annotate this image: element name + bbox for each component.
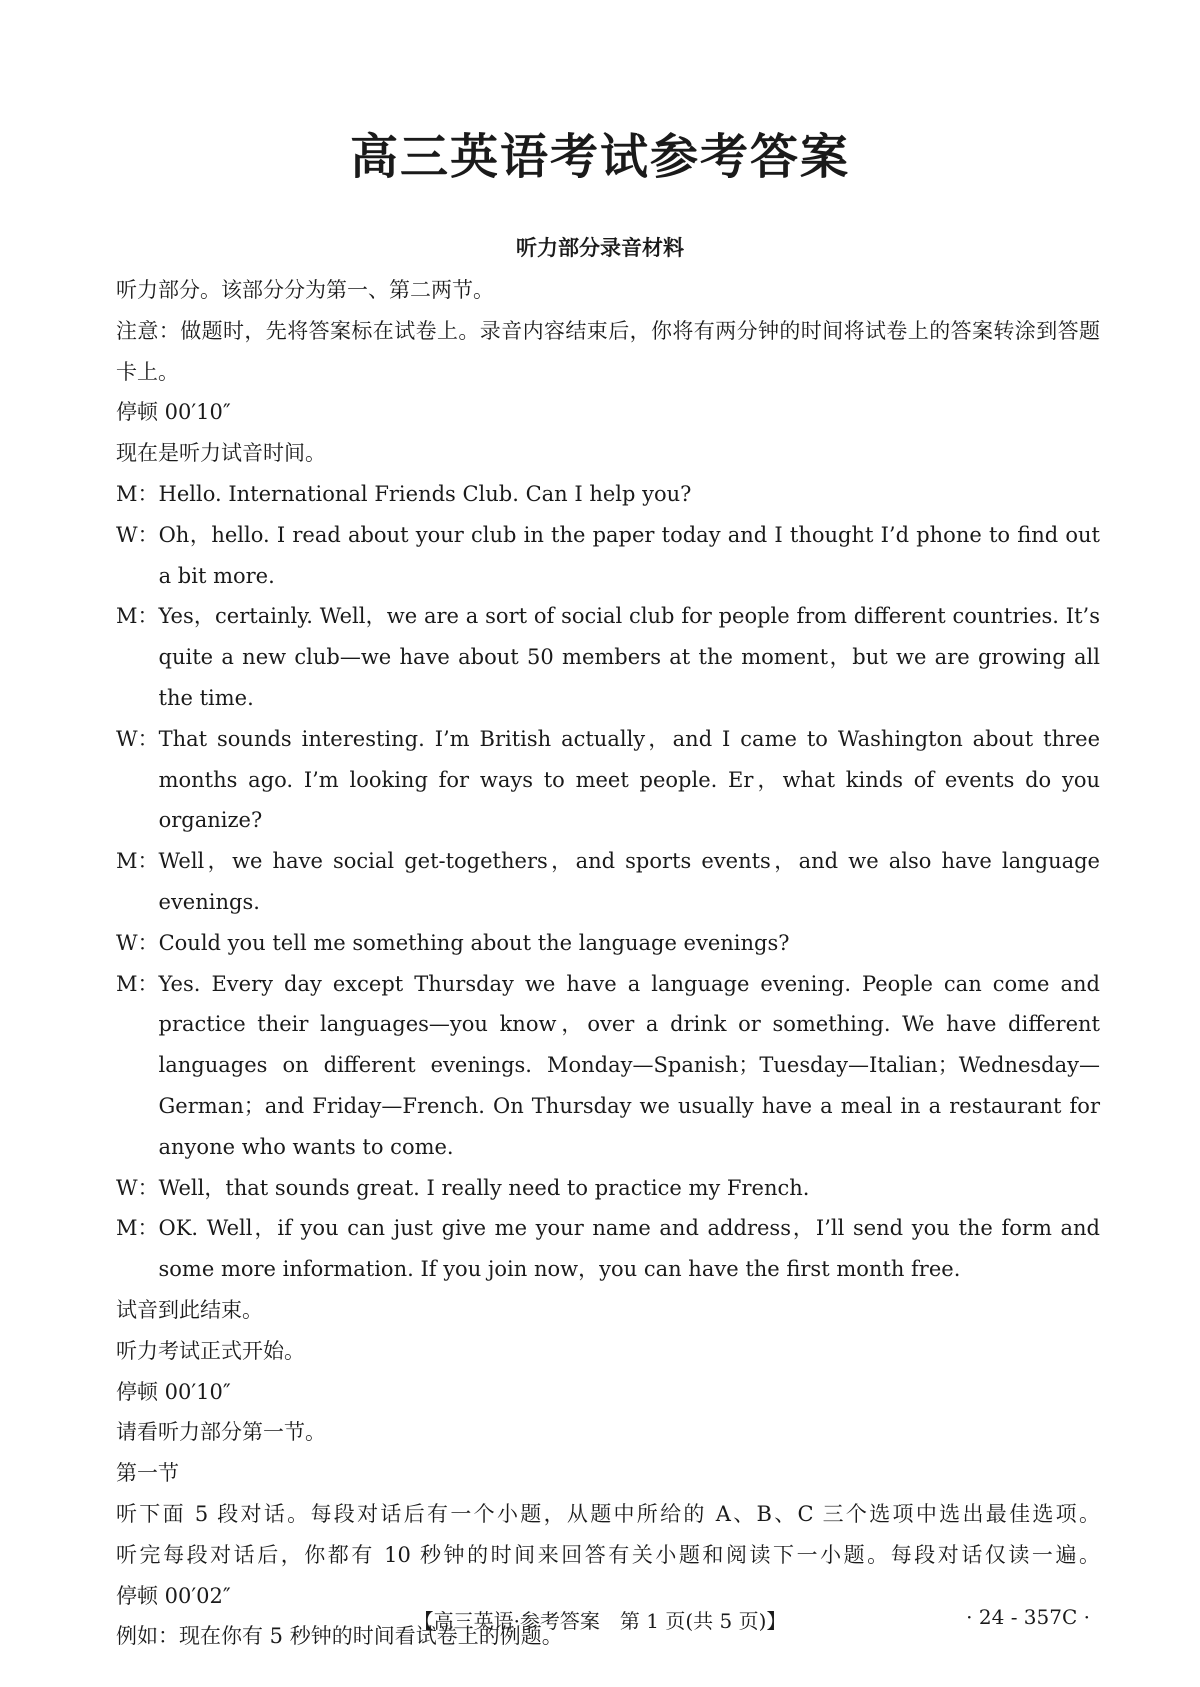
dialogue-turn	[116, 841, 1100, 923]
dialogue-turn	[116, 474, 1100, 515]
dialogue-text: Yes，certainly. Well，we are a sort of social club for people from different countries. It’s quite a new club—we have about 50 members at the moment，but we are growing all the time.	[158, 604, 1100, 710]
intro-line: 听力部分。该部分分为第一、第二两节。	[116, 278, 494, 302]
outro-line: 听力考试正式开始。	[116, 1338, 305, 1363]
outro-line: 试音到此结束。	[116, 1297, 263, 1322]
dialogue-text: Hello. International Friends Club. Can I help you?	[158, 481, 692, 506]
instruction-line: 例如：现在你有 5 秒钟的时间看试卷上的例题。	[116, 1624, 563, 1649]
speaker-label: W：	[116, 1175, 159, 1200]
dialogue-turn	[116, 596, 1100, 718]
dialogue-turn	[116, 515, 1100, 597]
speaker-label: W：	[116, 522, 159, 547]
pause-marker: 停顿 00′10″	[116, 1379, 231, 1404]
dialogue-turn	[116, 1208, 1100, 1290]
speaker-label: W：	[116, 930, 159, 955]
dialogue-text: Oh，hello. I read about your club in the paper today and I thought I’d phone to find out a bit more.	[158, 522, 1100, 588]
dialogue-text: That sounds interesting. I’m British actually，and I came to Washington about three months ago. I’m looking for ways to meet people. Er，what kinds of events do you organize?	[158, 726, 1100, 833]
section-heading: 第一节	[116, 1461, 179, 1486]
speaker-label: M：	[116, 481, 159, 506]
speaker-label: W：	[116, 726, 159, 751]
speaker-label: M：	[116, 604, 159, 629]
pause-marker: 停顿 00′10″	[116, 400, 231, 425]
dialogue-turn	[116, 1168, 1100, 1209]
page-footer	[0, 1605, 1200, 1635]
transcript-body	[116, 270, 1100, 1657]
dialogue-turn	[116, 923, 1100, 964]
intro-line: 注意：做题时，先将答案标在试卷上。录音内容结束后，你将有两分钟的时间将试卷上的答案转涂到答题卡上。	[116, 318, 1100, 384]
instruction-line: 听下面 5 段对话。每段对话后有一个小题，从题中所给的 A、B、C 三个选项中选出最佳选项。	[116, 1501, 1100, 1526]
dialogue-turn	[116, 964, 1100, 1168]
outro-line: 请看听力部分第一节。	[116, 1420, 326, 1445]
pause-marker: 停顿 00′02″	[116, 1583, 231, 1608]
instruction-line: 听完每段对话后，你都有 10 秒钟的时间来回答有关小题和阅读下一小题。每段对话仅读一遍。	[116, 1542, 1100, 1567]
section-subtitle: 听力部分录音材料	[516, 236, 684, 260]
speaker-label: M：	[116, 1216, 159, 1241]
dialogue-text: Could you tell me something about the language evenings?	[158, 930, 790, 955]
dialogue-text: Well，we have social get-togethers，and sports events，and we also have language evenings.	[158, 849, 1100, 914]
speaker-label: M：	[116, 849, 159, 874]
footer-page-info: 【高三英语·参考答案 第 1 页(共 5 页)】	[413, 1609, 787, 1633]
footer-code: · 24 - 357C ·	[966, 1605, 1090, 1629]
dialogue-turn	[116, 719, 1100, 841]
dialogue-text: Well，that sounds great. I really need to practice my French.	[158, 1175, 810, 1200]
page-title: 高三英语考试参考答案	[349, 129, 850, 185]
dialogue-text: OK. Well，if you can just give me your name and address，I’ll send you the form and some more information. If you join now，you can have the first month free.	[158, 1216, 1100, 1282]
intro-line: 现在是听力试音时间。	[116, 441, 326, 466]
dialogue-text: Yes. Every day except Thursday we have a language evening. People can come and practice their languages—you know，over a drink or something. We have different languages on different evenings. Monday—Spanish；Tuesday—Italian；Wednesday—German；and Friday—French. On Thursday we usually have a meal in a restaurant for anyone who wants to come.	[158, 971, 1100, 1159]
speaker-label: M：	[116, 971, 159, 996]
